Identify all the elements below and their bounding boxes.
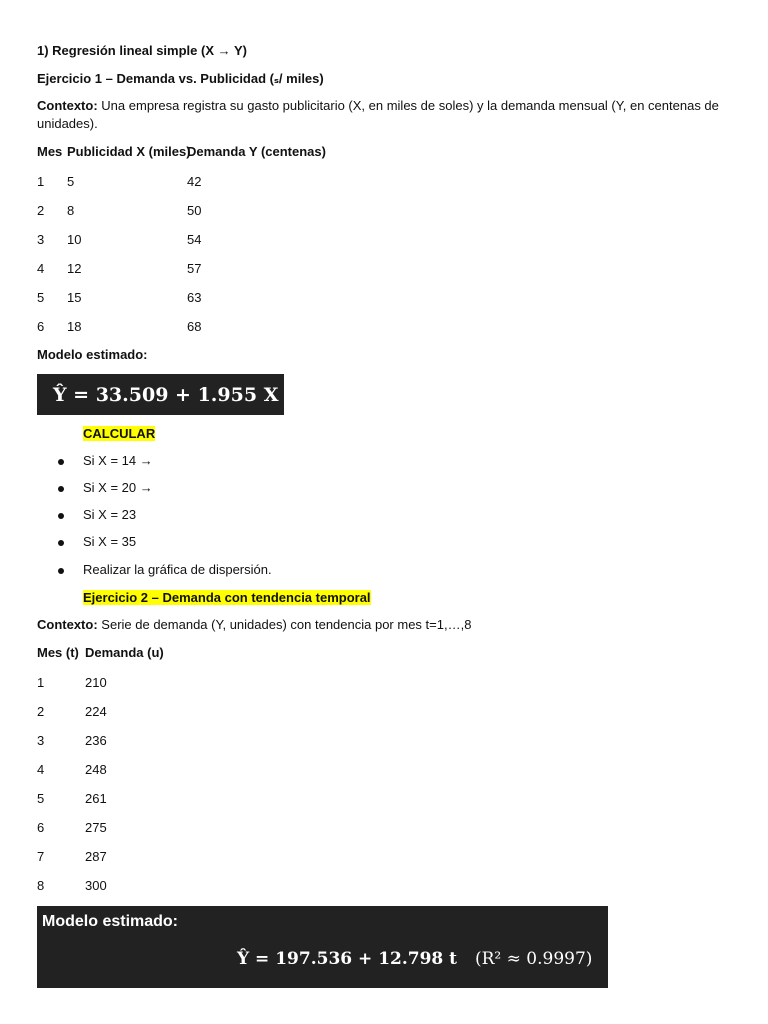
table-header-mes-t: Mes (t) [37,645,79,660]
formula-box-ex1 [37,374,284,415]
exercise-1-title: Ejercicio 1 – Demanda vs. Publicidad (ₛ/ miles) [37,71,324,86]
formula-ex2: Ŷ = 197.536 + 12.798 t [237,949,458,969]
table-cell: 300 [85,878,107,893]
table-cell: 6 [37,820,45,835]
table-cell: 275 [85,820,107,835]
table-cell: 68 [187,319,202,334]
exercise-2-title: Ejercicio 2 – Demanda con tendencia temporal [83,590,371,605]
exercise-1-context [37,97,727,133]
model-label-ex1: Modelo estimado: [37,347,148,362]
table-cell: 4 [37,261,45,276]
bullet-item: Si X = 20 → [83,480,153,495]
table-cell: 6 [37,319,45,334]
table-cell: 4 [37,762,45,777]
table-cell: 50 [187,203,202,218]
bullet-item: Si X = 35 [83,534,137,549]
context-label: Contexto: [37,98,98,113]
table-cell: 63 [187,290,202,305]
exercise-2-context [37,617,471,632]
table-header-demanda-u: Demanda (u) [85,645,164,660]
context-text: Serie de demanda (Y, unidades) con tendencia por mes t=1,…,8 [101,617,472,632]
table-cell: 42 [187,174,202,189]
bullet-item: Si X = 23 [83,507,137,522]
bullet-item: Realizar la gráfica de dispersión. [83,562,272,577]
table-cell: 5 [67,174,75,189]
table-header-mes: Mes [37,144,63,159]
table-header-demanda: Demanda Y (centenas) [187,144,326,159]
bullet-dot [58,568,64,574]
table-cell: 57 [187,261,202,276]
table-cell: 2 [37,704,45,719]
bullet-dot [58,486,64,492]
calcular-label: CALCULAR [83,426,156,441]
context-text: Una empresa registra su gasto publicitario (X, en miles de soles) y la demanda mensual (Y, en centenas de unidades). [37,98,719,131]
table-cell: 236 [85,733,107,748]
table-cell: 8 [37,878,45,893]
table-cell: 2 [37,203,45,218]
table-cell: 18 [67,319,82,334]
table-cell: 210 [85,675,107,690]
table-cell: 3 [37,232,45,247]
bullet-item: Si X = 14 → [83,453,153,468]
bullet-dot [58,459,64,465]
table-cell: 10 [67,232,82,247]
table-cell: 3 [37,733,45,748]
formula-box-ex2 [37,906,608,988]
context-label: Contexto: [37,617,98,632]
table-cell: 7 [37,849,45,864]
bullet-dot [58,513,64,519]
table-cell: 8 [67,203,75,218]
formula-ex1: Ŷ = 33.509 + 1.955 X [53,384,279,406]
section-title: 1) Regresión lineal simple (X → Y) [37,43,247,58]
table-cell: 261 [85,791,107,806]
r-squared: (R² ≈ 0.9997) [475,949,593,969]
table-header-publicidad: Publicidad X (miles) [67,144,191,159]
model-label-ex2: Modelo estimado: [42,913,179,930]
table-cell: 54 [187,232,202,247]
table-cell: 224 [85,704,107,719]
table-cell: 15 [67,290,82,305]
table-cell: 1 [37,174,45,189]
table-cell: 287 [85,849,107,864]
table-cell: 5 [37,791,45,806]
table-cell: 5 [37,290,45,305]
table-cell: 1 [37,675,45,690]
bullet-dot [58,540,64,546]
table-cell: 12 [67,261,82,276]
table-cell: 248 [85,762,107,777]
